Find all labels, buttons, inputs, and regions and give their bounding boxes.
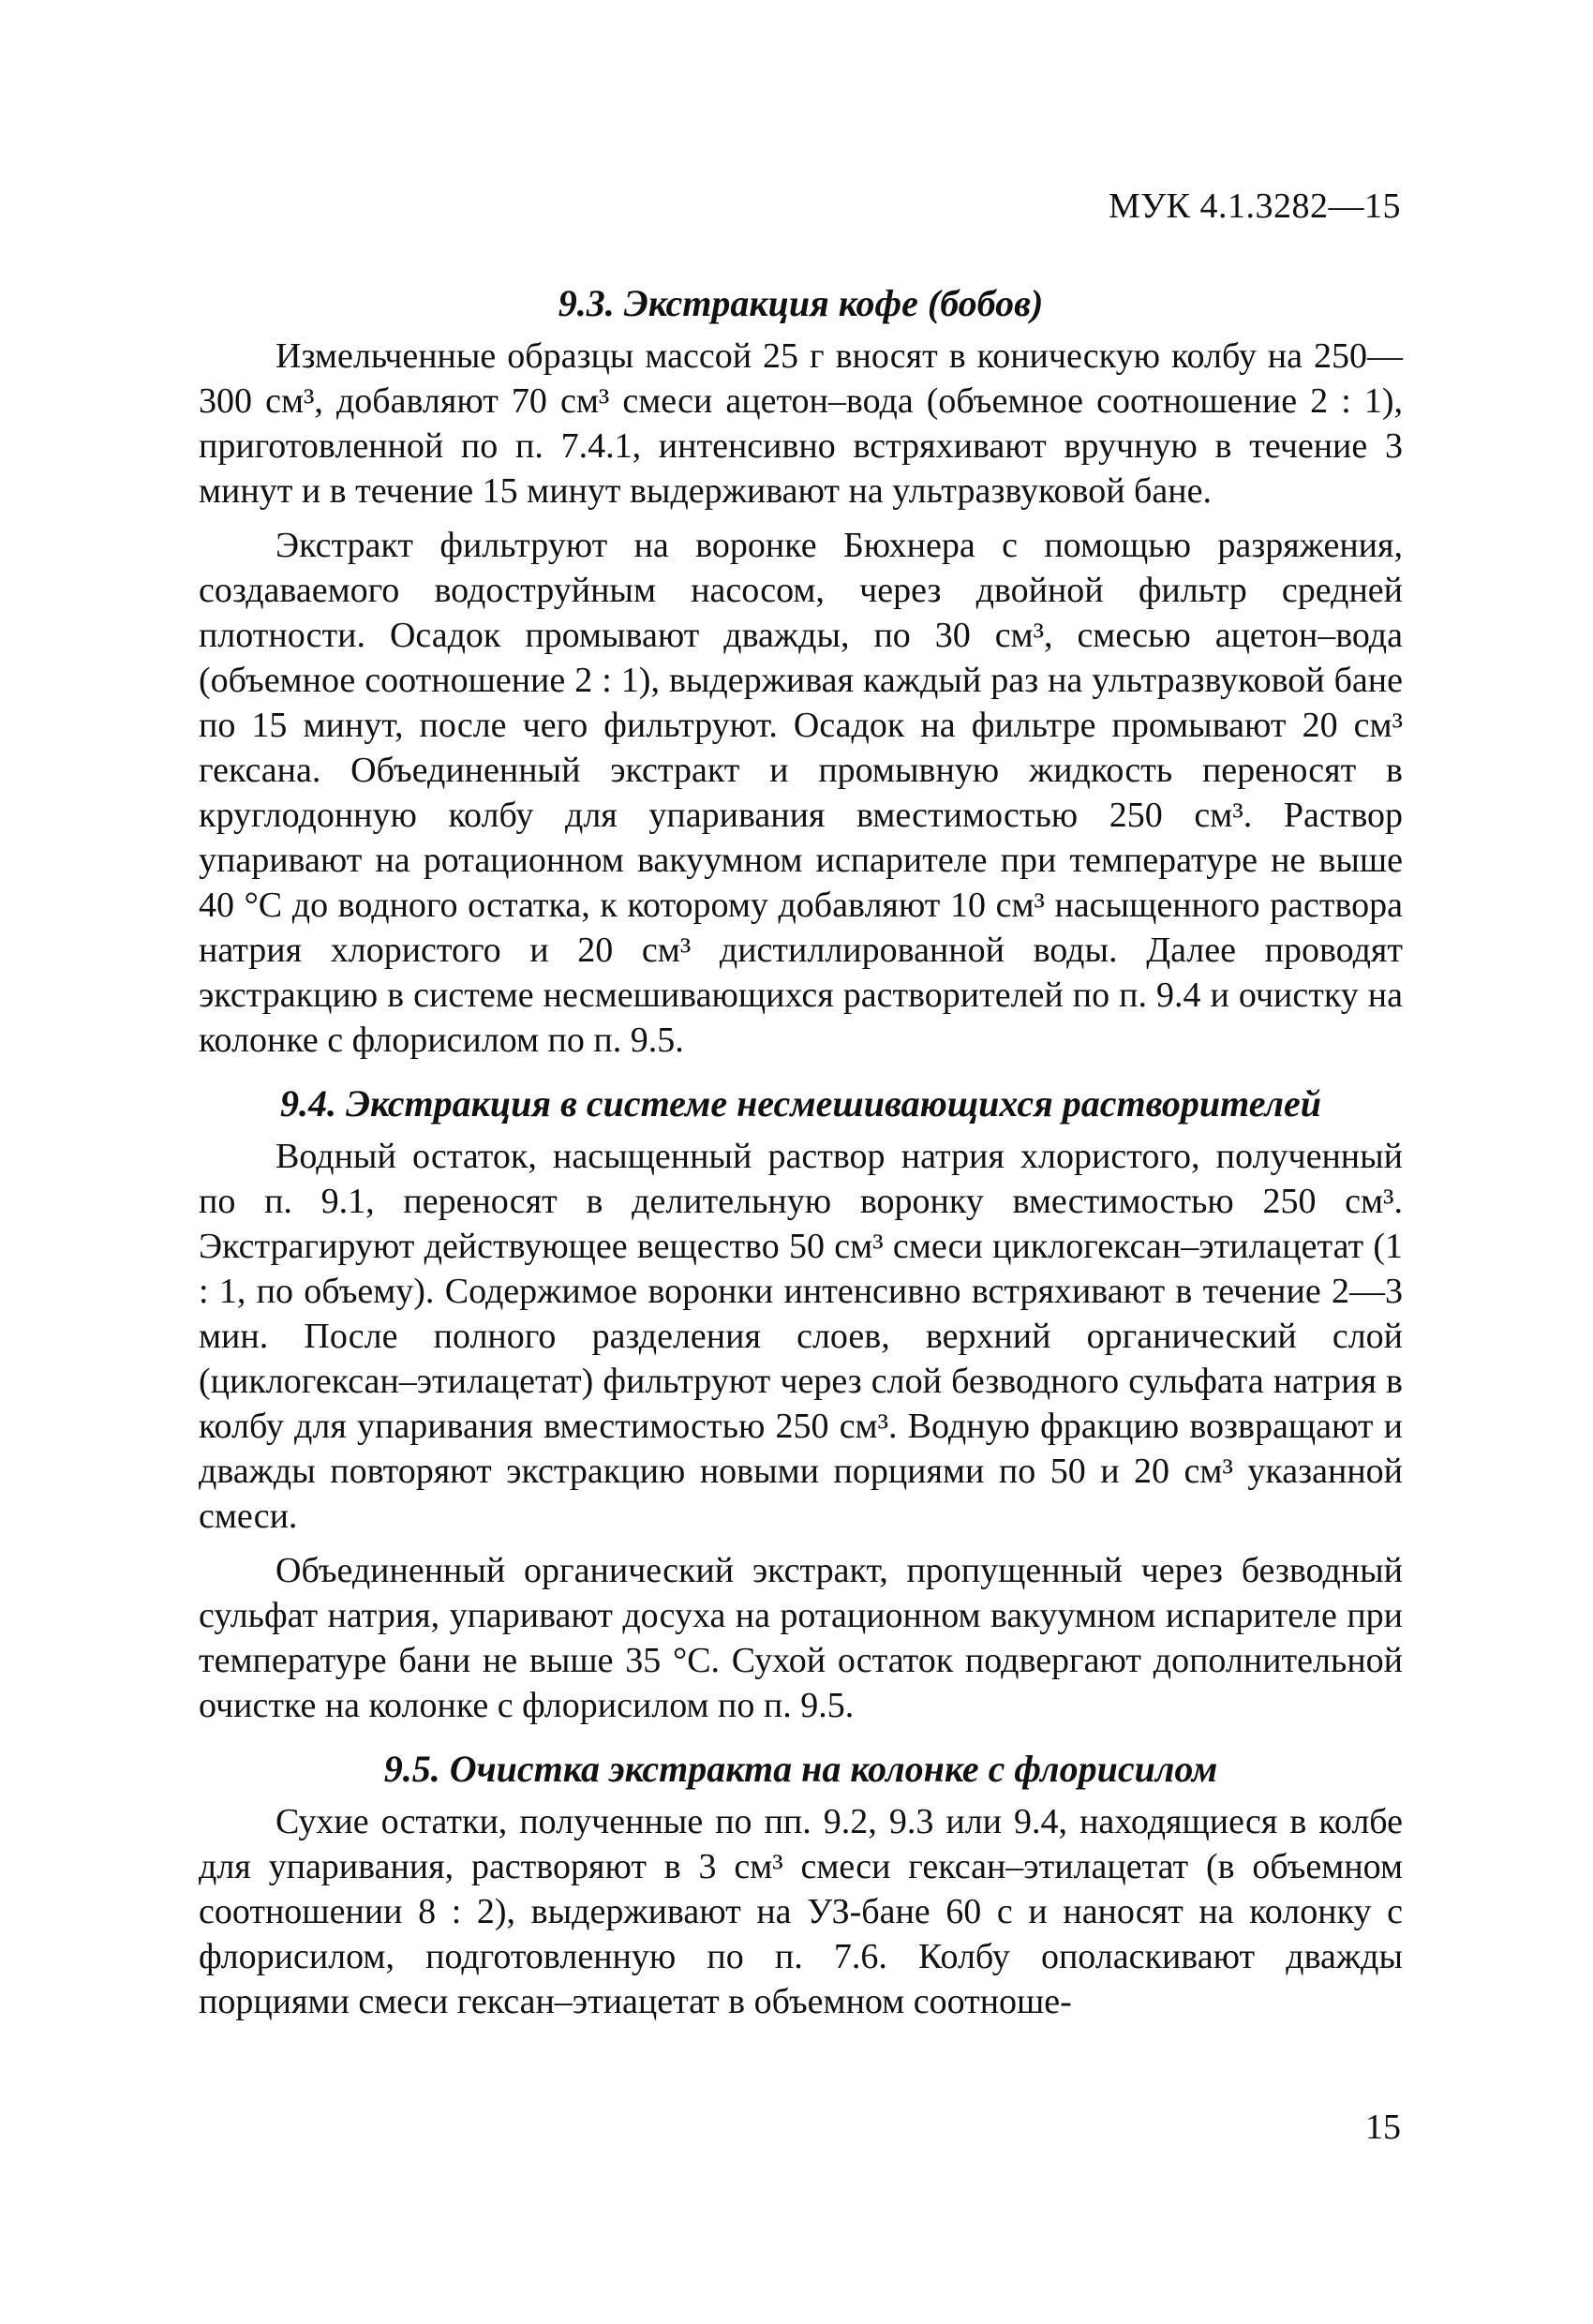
section-heading: 9.4. Экстракция в системе несмешивающихся растворителей [279,1082,1322,1125]
section-9-4 [199,1080,1403,1728]
paragraph: Сухие остатки, полученные по пп. 9.2, 9.3 или 9.4, находящиеся в колбе для упаривания, растворяют в 3 см³ смеси гексан–этилацетат (в объемном соотношении 8 : 2), выдерживают на УЗ-бане 60 с и наносят на колонку с флорисилом, подготовленную по п. 7.6. Колбу ополаскивают дважды порциями смеси гексан–этиацетат в объемном соотноше- [199,1802,1403,2021]
paragraph: Водный остаток, насыщенный раствор натрия хлористого, полученный по п. 9.1, переносят в делительную воронку вместимостью 250 см³. Экстрагируют действующее вещество 50 см³ смеси циклогексан–этилацетат (1 : 1, по объему). Содержимое воронки интенсивно встряхивают в течение 2—3 мин. После полного разделения слоев, верхний органический слой (циклогексан–этилацетат) фильтруют через слой безводного сульфата натрия в колбу для упаривания вместимостью 250 см³. Водную фракцию возвращают и дважды повторяют экстракцию новыми порциями по 50 и 20 см³ указанной смеси. [199,1137,1403,1536]
section-heading: 9.5. Очистка экстракта на колонке с флорисилом [383,1748,1218,1790]
section-9-3 [199,279,1403,1063]
section-heading: 9.3. Экстракция кофе (бобов) [558,282,1044,324]
page-number: 15 [1365,2108,1401,2147]
paragraph: Измельченные образцы массой 25 г вносят в коническую колбу на 250—300 см³, добавляют 70 см³ смеси ацетон–вода (объемное соотношение 2 : 1), приготовленной по п. 7.4.1, интенсивно встряхивают вручную в течение 3 минут и в течение 15 минут выдерживают на ультразвуковой бане. [199,336,1403,511]
section-9-5 [199,1745,1403,2024]
page-body [199,270,1403,2041]
paragraph: Экстракт фильтруют на воронке Бюхнера с помощью разряжения, создаваемого водоструйным насосом, через двойной фильтр средней плотности. Осадок промывают дважды, по 30 см³, смесью ацетон–вода (объемное соотношение 2 : 1), выдерживая каждый раз на ультразвуковой бане по 15 минут, после чего фильтруют. Осадок на фильтре промывают 20 см³ гексана. Объединенный экстракт и промывную жидкость переносят в круглодонную колбу для упаривания вместимостью 250 см³. Раствор упаривают на ротационном вакуумном испарителе при температуре не выше 40 °С до водного остатка, к которому добавляют 10 см³ насыщенного раствора натрия хлористого и 20 см³ дистиллированной воды. Далее проводят экстракцию в системе несмешивающихся растворителей по п. 9.4 и очистку на колонке с флорисилом по п. 9.5. [199,526,1403,1060]
document-code: МУК 4.1.3282—15 [1108,186,1401,226]
paragraph: Объединенный органический экстракт, пропущенный через безводный сульфат натрия, упаривают досуха на ротационном вакуумном испарителе при температуре бани не выше 35 °С. Сухой остаток подвергают дополнительной очистке на колонке с флорисилом по п. 9.5. [199,1551,1403,1725]
